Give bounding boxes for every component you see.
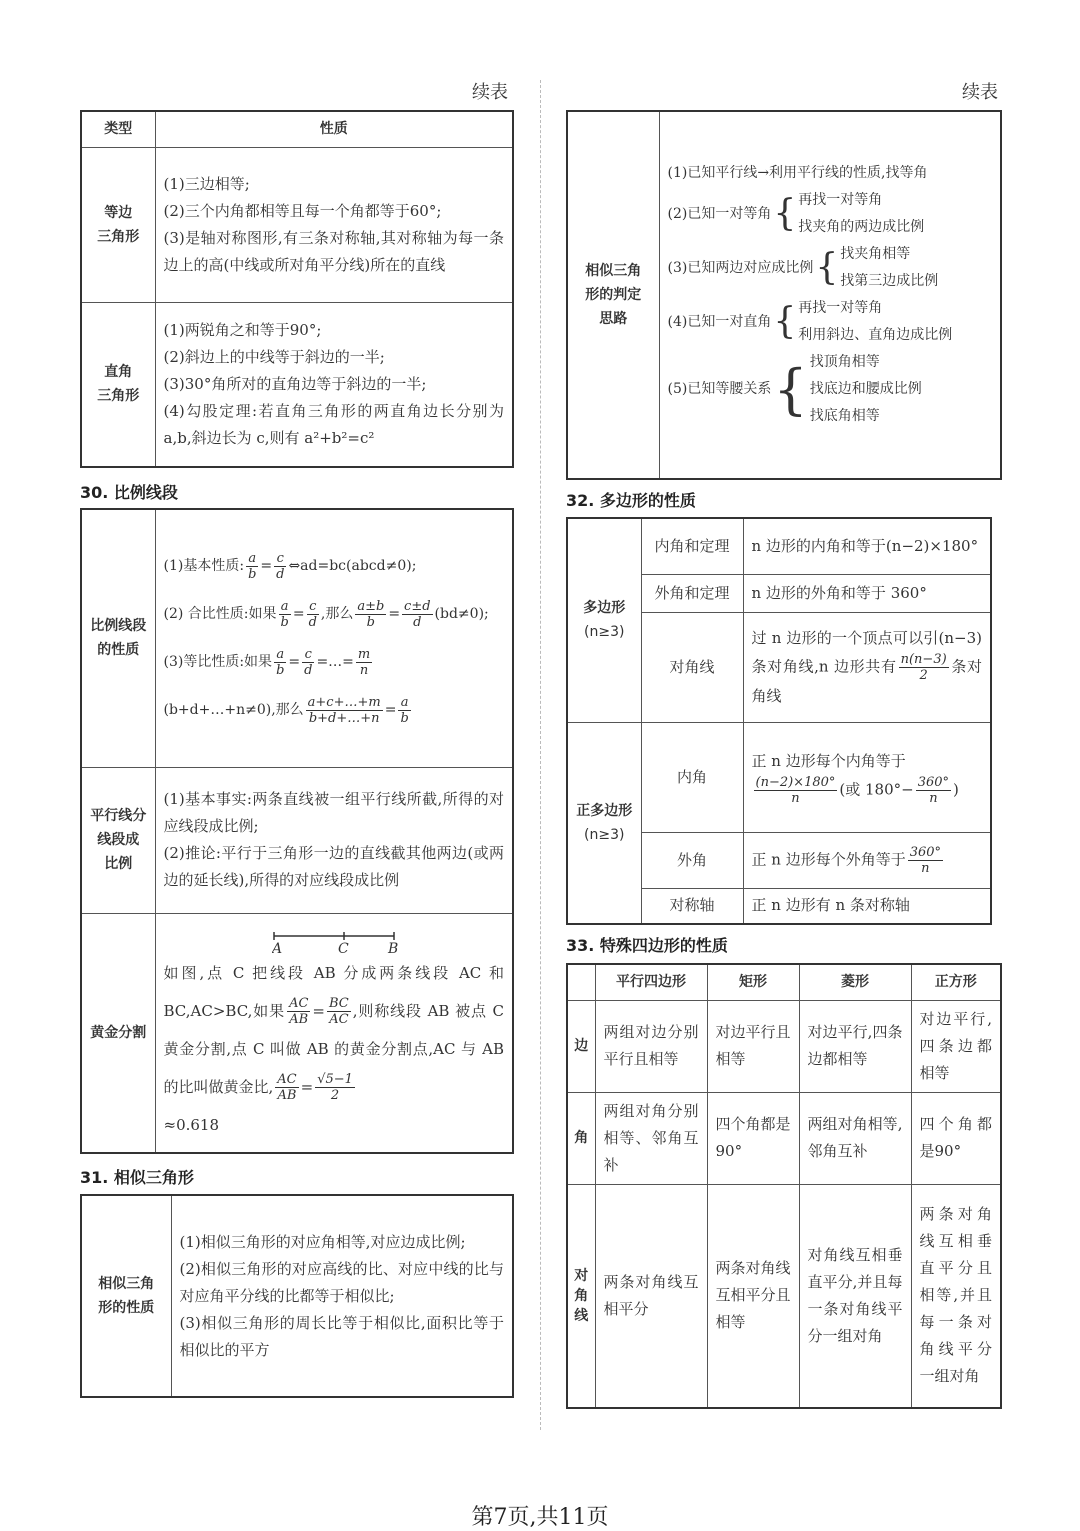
col-square: 正方形 <box>911 964 1001 1000</box>
exterior-sum-value: n 边形的外角和等于 360° <box>743 574 991 612</box>
header-property: 性质 <box>155 111 513 147</box>
column-divider <box>540 80 541 1430</box>
regular-interior-value: 正 n 边形每个内角等于 $\frac{(n-2)\times 180^\circ}{n}$ (或 180°− $\frac{360^\circ}{n}$ ) <box>743 722 991 832</box>
row-label-right-triangle: 直角 三角形 <box>81 302 155 467</box>
diagonal-value: 过 n 边形的一个顶点可以引(n−3)条对角线,n 边形共有 $\frac{n(n-3)}{2}$ 条对角线 <box>743 612 991 722</box>
symmetry-axis-value: 正 n 边形有 n 条对称轴 <box>743 888 991 924</box>
corner-cell <box>567 964 595 1000</box>
section-33-heading: 33. 特殊四边形的性质 <box>566 936 728 955</box>
polygon-table <box>566 517 992 925</box>
col-rhombus: 菱形 <box>799 964 911 1000</box>
col-parallelogram: 平行四边形 <box>595 964 707 1000</box>
row-label-judgement: 相似三角 形的判定 思路 <box>567 111 659 479</box>
cell-diagonal-parallelogram: 两条对角线互相平分 <box>595 1184 707 1408</box>
row-label-similar-properties: 相似三角 形的性质 <box>81 1195 171 1397</box>
cell-angle-parallelogram: 两组对角分别相等、邻角互补 <box>595 1092 707 1184</box>
section-32-heading: 32. 多边形的性质 <box>566 491 696 510</box>
continued-label-left: 续表 <box>472 82 508 103</box>
symmetry-axis-label: 对称轴 <box>641 888 743 924</box>
similar-properties: (1)相似三角形的对应角相等,对应边成比例; (2)相似三角形的对应高线的比、对应中线的比与对应角平分线的比都等于相似比; (3)相似三角形的周长比等于相似比,面积比等于相似比的平方 <box>171 1195 513 1397</box>
page-footer: 第7页,共11页 <box>471 1505 609 1530</box>
right-triangle-properties: (1)两锐角之和等于90°; (2)斜边上的中线等于斜边的一半; (3)30°角所对的直角边等于斜边的一半; (4)勾股定理:若直角三角形的两直角边长分别为 a,b,斜边长为 c,则有 a²+b²=c² <box>155 302 513 467</box>
interior-sum-label: 内角和定理 <box>641 518 743 574</box>
row-label-polygon: 多边形 (n≥3) <box>567 518 641 722</box>
cell-diagonal-square: 两条对角线互相垂直平分且相等,并且每一条对角线平分一组对角 <box>911 1184 1001 1408</box>
section-30-heading: 30. 比例线段 <box>80 483 178 502</box>
cell-side-square: 对边平行,四条边都相等 <box>911 1000 1001 1092</box>
quadrilateral-table <box>566 963 1002 1409</box>
cell-side-rhombus: 对边平行,四条边都相等 <box>799 1000 911 1092</box>
triangle-properties-table <box>80 110 514 468</box>
continued-label-right: 续表 <box>962 82 998 103</box>
row-label-regular-polygon: 正多边形 (n≥3) <box>567 722 641 924</box>
similar-triangles-table <box>80 1194 514 1398</box>
regular-exterior-label: 外角 <box>641 832 743 888</box>
point-b-label: B <box>388 941 399 954</box>
parallel-lines-properties: (1)基本事实:两条直线被一组平行线所截,所得的对应线段成比例; (2)推论:平行于三角形一边的直线截其他两边(或两边的延长线),所得的对应线段成比例 <box>155 767 513 913</box>
regular-exterior-value: 正 n 边形每个外角等于 $\frac{360^\circ}{n}$ <box>743 832 991 888</box>
cell-angle-rectangle: 四个角都是90° <box>707 1092 799 1184</box>
cell-side-parallelogram: 两组对边分别平行且相等 <box>595 1000 707 1092</box>
equilateral-properties: (1)三边相等; (2)三个内角都相等且每一个角都等于60°; (3)是轴对称图形,有三条对称轴,其对称轴为每一条边上的高(中线或所对角平分线)所在的直线 <box>155 147 513 302</box>
regular-interior-label: 内角 <box>641 722 743 832</box>
golden-section-text: 如图,点 C 把线段 AB 分成两条线段 AC 和 BC,AC>BC,如果 $\frac{AC}{AB}$ = $\frac{BC}{AC}$ ,则称线段 AB 被点 C 黄金分割,点 C 叫做 AB 的黄金分割点,AC 与 AB 的比叫做黄金比, $\frac{AC}{AB}$ = $\frac{√5-1}{2}$ ≈0.618 <box>155 913 513 1153</box>
similar-judgement-table <box>566 110 1002 480</box>
point-c-label: C <box>338 941 349 954</box>
row-label-diagonal: 对 角 线 <box>567 1184 595 1408</box>
judgement-steps: (1)已知平行线→利用平行线的性质,找等角 (2)已知一对等角 { 再找一对等角 找夹角的两边成比例 (3)已知两边对应成比例 { 找夹角相等 找第三边成比例 (4)已知一对直角 { 再找一对等角 利用斜边、直角边成比例 (5)已知等腰关系 { 找顶角相等 找底边和腰成比例 找底角相等 <box>659 111 1001 479</box>
cell-angle-square: 四个角都是90° <box>911 1092 1001 1184</box>
cell-diagonal-rectangle: 两条对角线互相平分且相等 <box>707 1184 799 1408</box>
row-label-parallel-lines: 平行线分 线段成 比例 <box>81 767 155 913</box>
row-label-side: 边 <box>567 1000 595 1092</box>
cell-angle-rhombus: 两组对角相等,邻角互补 <box>799 1092 911 1184</box>
cell-diagonal-rhombus: 对角线互相垂直平分,并且每一条对角线平分一组对角 <box>799 1184 911 1408</box>
point-a-label: A <box>272 941 283 954</box>
header-type: 类型 <box>81 111 155 147</box>
section-31-heading: 31. 相似三角形 <box>80 1168 194 1187</box>
proportion-table <box>80 508 514 1154</box>
cell-side-rectangle: 对边平行且相等 <box>707 1000 799 1092</box>
segment-figure <box>272 930 402 954</box>
exterior-sum-label: 外角和定理 <box>641 574 743 612</box>
col-rectangle: 矩形 <box>707 964 799 1000</box>
row-label-proportion: 比例线段 的性质 <box>81 509 155 767</box>
row-label-angle: 角 <box>567 1092 595 1184</box>
interior-sum-value: n 边形的内角和等于(n−2)×180° <box>743 518 991 574</box>
row-label-equilateral: 等边 三角形 <box>81 147 155 302</box>
row-label-golden-section: 黄金分割 <box>81 913 155 1153</box>
proportion-properties: (1)基本性质: $\frac{a}{b}$ = $\frac{c}{d}$ ⇔ad=bc(abcd≠0); (2) 合比性质:如果 $\frac{a}{b}$ = $\frac{c}{d}$ ,那么 $\frac{a\pm b}{b}$ = $\frac{c\pm d}{d}$ (bd≠0); (3)等比性质:如果 $\frac{a}{b}$ = $\frac{c}{d}$ =…= $\frac{m}{n}$ (b+d+…+n≠0),那么 $\frac{a+c+\dots+m}{b+d+\dots+n}$ = $\frac{a}{b}$ <box>155 509 513 767</box>
diagonal-label: 对角线 <box>641 612 743 722</box>
